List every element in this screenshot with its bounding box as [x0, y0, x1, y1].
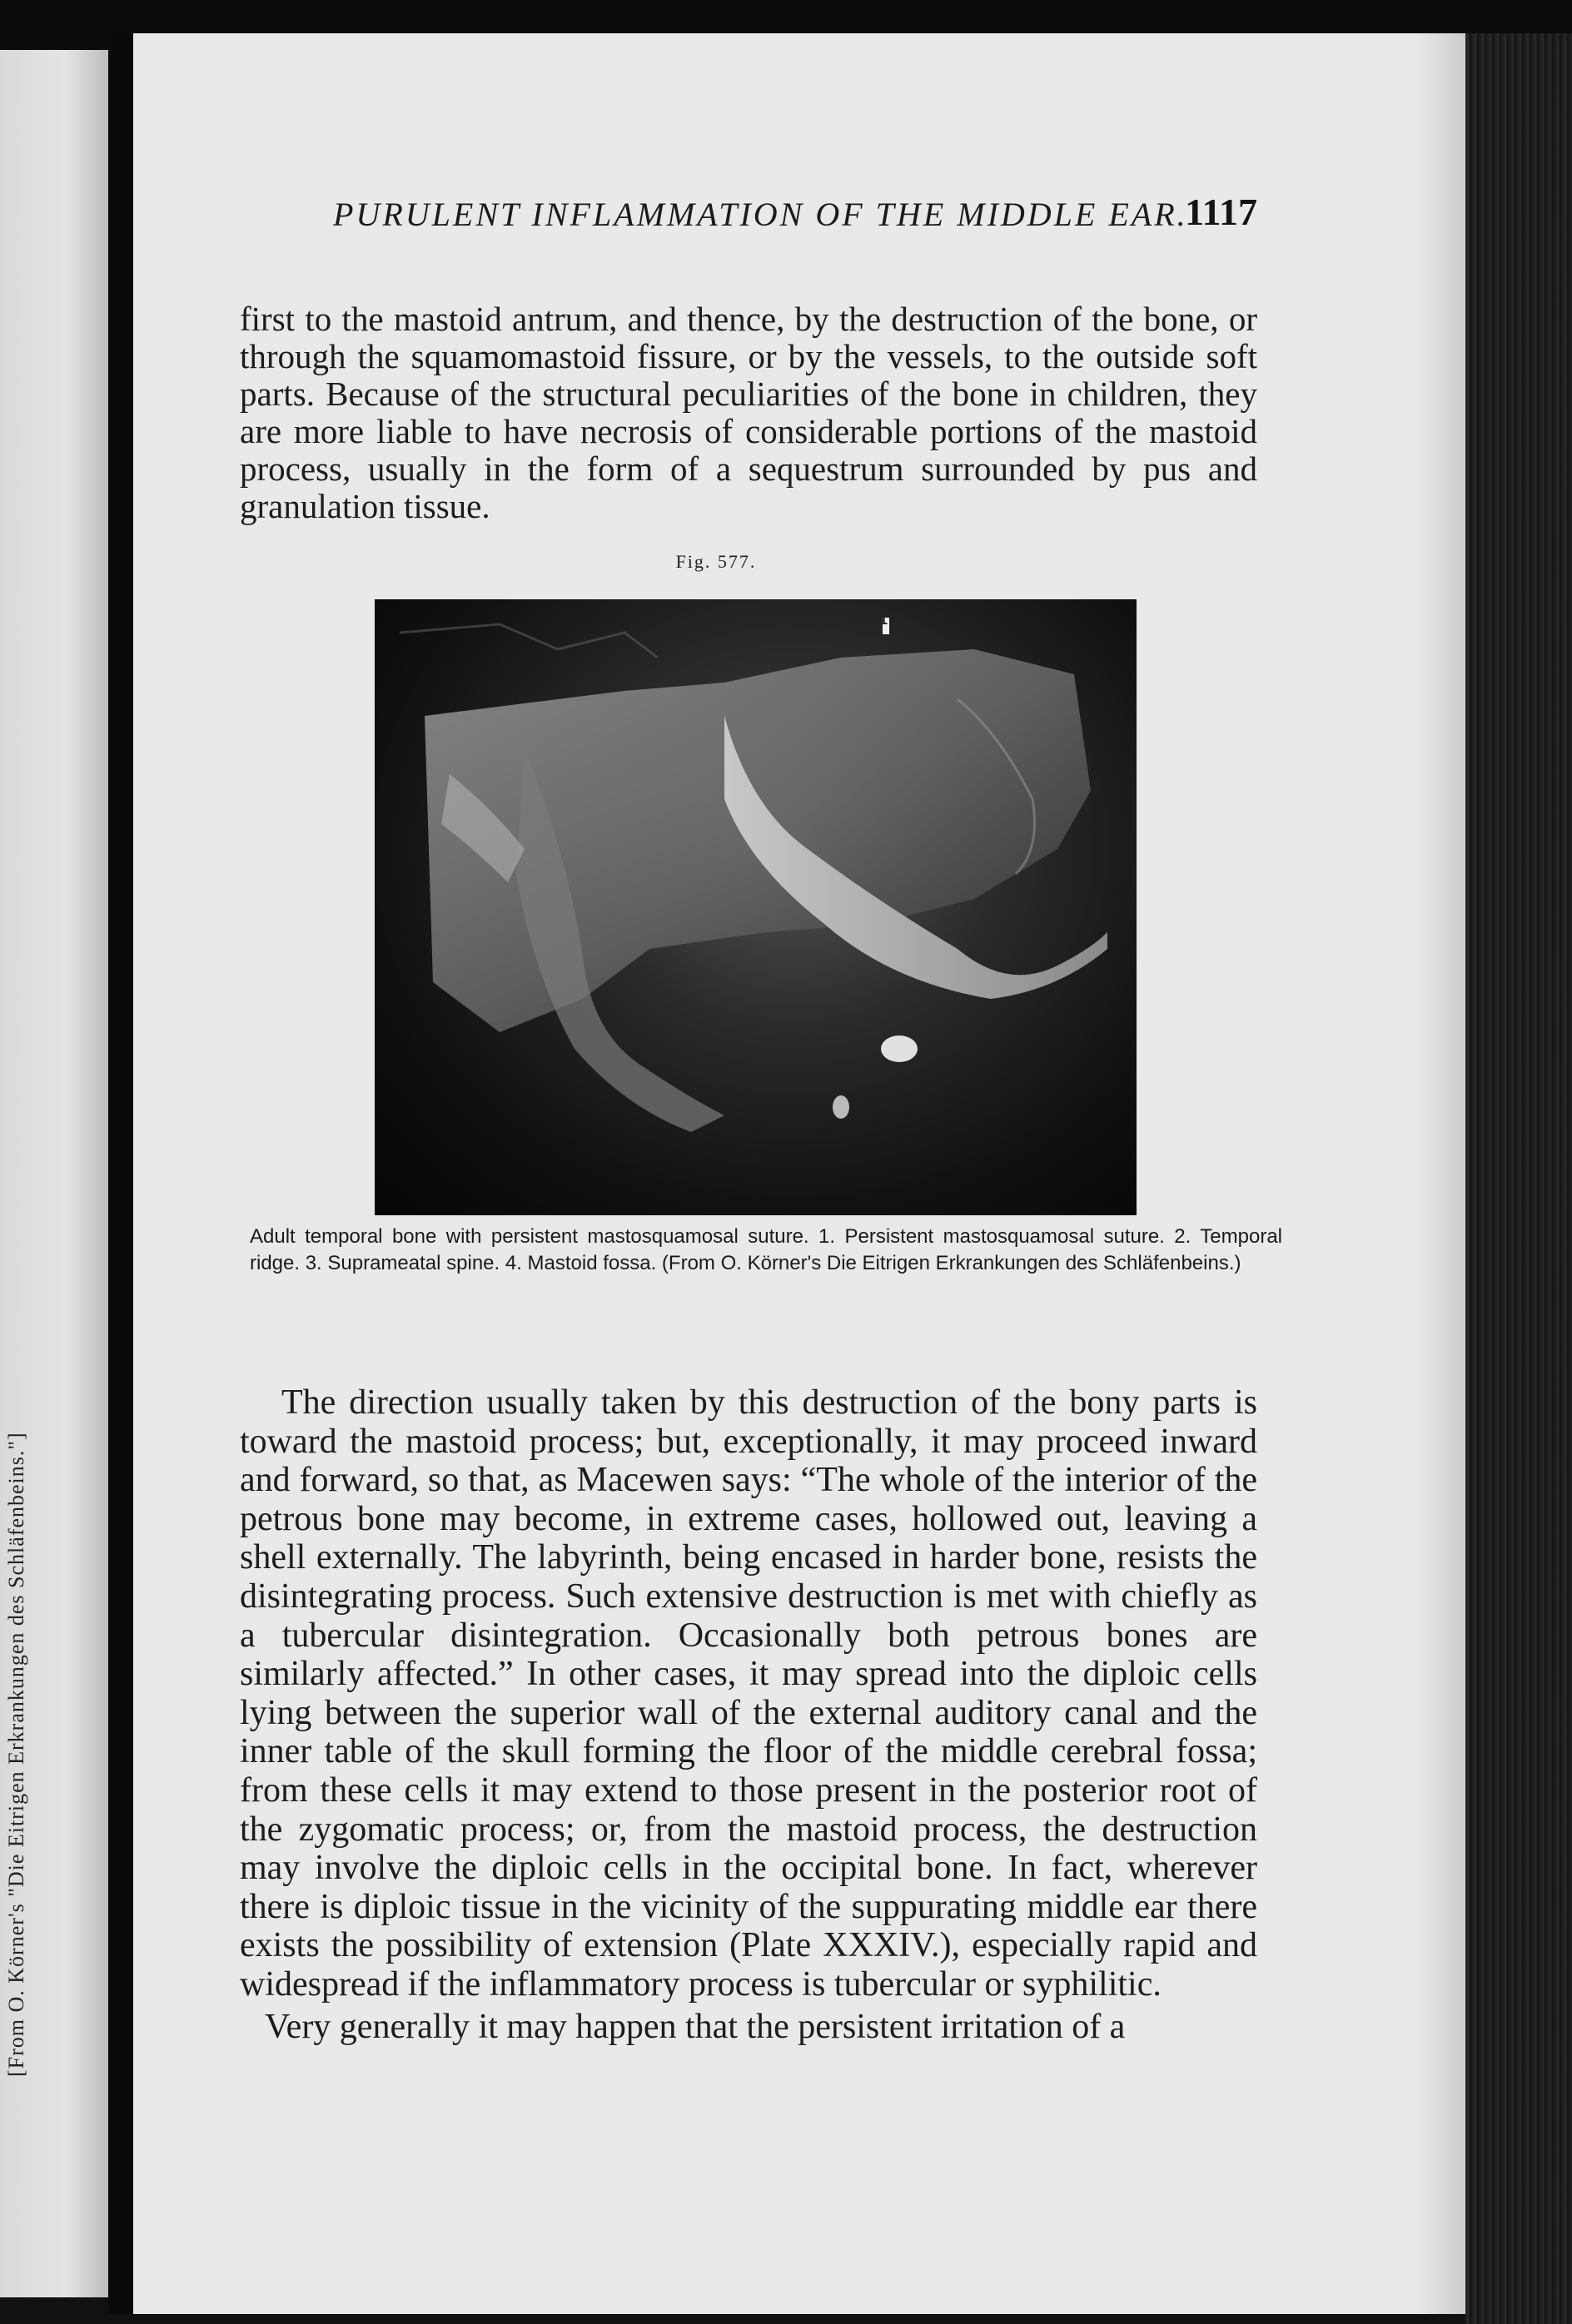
- page-number: 1117: [1185, 191, 1257, 233]
- paragraph-2: The direction usually taken by this destruction of the bony parts is toward the mastoid process; but, exceptionally, it may proceed inward and forward, so that, as Macewen says: “The whole of the interior of the petrous bone may become, in extreme cases, hollowed out, leaving a shell externally. The labyrinth, being encased in harder bone, resists the disintegrating process. Such extensive destruction is met with chiefly as a tubercular disintegration. Occasionally both petrous bones are similarly affected.” In other cases, it may spread into the diploic cells lying between the superior wall of the external auditory canal and the inner table of the skull forming the floor of the middle cerebral fossa; from these cells it may extend to those present in the posterior root of the zygomatic process; or, from the mastoid process, the destruction may involve the diploic cells in the occipital bone. In fact, wherever there is diploic tissue in the vicinity of the suppurating middle ear there exists the possibility of extension (Plate XXXIV.), especially rapid and widespread if the inflammatory process is tubercular or syphilitic.: [240, 1383, 1257, 2004]
- side-note: [From O. Körner's "Die Eitrigen Erkrankungen des Schläfenbeins."]: [4, 1432, 28, 2077]
- paragraph-3: Very generally it may happen that the persistent irritation of a: [265, 2008, 1126, 2046]
- bone-illustration: [375, 599, 1137, 1215]
- figure-marker-1: 1: [879, 611, 888, 628]
- running-title: PURULENT INFLAMMATION OF THE MIDDLE EAR.: [333, 196, 1188, 233]
- left-page-edge: [0, 50, 108, 2297]
- page-stack-edge: [1465, 33, 1572, 2324]
- book-gutter: [108, 33, 133, 2314]
- figure-label: Fig. 577.: [675, 551, 757, 572]
- temporal-bone-photo: [375, 599, 1137, 1215]
- running-head: [333, 190, 1257, 240]
- figure-caption: Adult temporal bone with persistent mastosquamosal suture. 1. Persistent mastosquamosal suture. 2. Temporal ridge. 3. Suprameatal spine. 4. Mastoid fossa. (From O. Körner's Die Eitrigen Erkrankungen des Schläfenbeins.): [250, 1225, 1282, 1274]
- paragraph-1: first to the mastoid antrum, and thence, by the destruction of the bone, or through the squamomastoid fissure, or by the vessels, to the outside soft parts. Because of the structural peculiarities of the bone in children, they are more liable to have necrosis of considerable portions of the mastoid process, usually in the form of a sequestrum surrounded by pus and granulation tissue.: [240, 300, 1257, 525]
